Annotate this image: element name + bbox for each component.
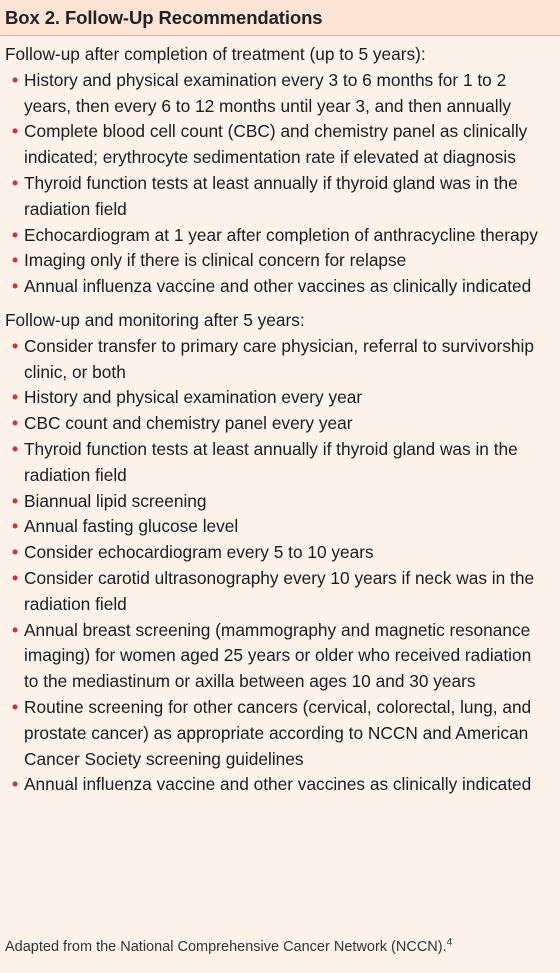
bullet-icon: • (12, 335, 19, 356)
footnote-reference: 4 (446, 937, 453, 948)
bullet-icon: • (12, 696, 19, 717)
bullet-icon: • (12, 121, 19, 142)
bullet-icon: • (12, 516, 19, 537)
bullet-icon: • (12, 567, 19, 588)
list-item: • History and physical examination every 3 to 6 months for 1 to 2 years, then every 6 to 12 months until year 3, and then annually (12, 69, 512, 116)
list-item: • Consider carotid ultrasonography every 10 years if neck was in the radiation field (12, 567, 535, 614)
list-item: • Thyroid function tests at least annually if thyroid gland was in the radiation field (12, 438, 518, 485)
bullet-icon: • (12, 387, 19, 408)
bullet-icon: • (12, 224, 19, 245)
list-item: • Echocardiogram at 1 year after completion of anthracycline therapy (5, 223, 550, 249)
recommendation-list (5, 68, 550, 300)
bullet-icon: • (12, 542, 19, 563)
bullet-icon: • (12, 69, 19, 90)
list-item: • Annual influenza vaccine and other vaccines as clinically indicated (5, 772, 550, 798)
bullet-icon: • (12, 619, 19, 640)
list-item: • Annual influenza vaccine and other vaccines as clinically indicated (5, 274, 550, 300)
bullet-icon: • (12, 413, 19, 434)
bullet-icon: • (12, 490, 19, 511)
box-content (0, 36, 560, 798)
section-after-5-years (5, 308, 550, 798)
list-item: • Thyroid function tests at least annually if thyroid gland was in the radiation field (12, 172, 518, 219)
section-after-treatment (5, 42, 550, 300)
list-item: • Complete blood cell count (CBC) and chemistry panel as clinically indicated; erythrocyte sedimentation rate if elevated at diagnosis (12, 121, 528, 168)
list-item: • Routine screening for other cancers (cervical, colorectal, lung, and prostate cancer) as appropriate according to NCCN and American Cancer Society screening guidelines (12, 696, 532, 769)
list-item: • CBC count and chemistry panel every year (5, 411, 550, 437)
box-title: Box 2. Follow-Up Recommendations (5, 6, 323, 28)
list-item: • Consider echocardiogram every 5 to 10 years (5, 540, 550, 566)
box-header (0, 0, 560, 36)
section-heading: Follow-up and monitoring after 5 years: (5, 309, 305, 330)
bullet-icon: • (12, 250, 19, 271)
section-heading: Follow-up after completion of treatment (up to 5 years): (5, 44, 426, 64)
list-item: • Annual fasting glucose level (5, 514, 550, 540)
bullet-icon: • (12, 774, 19, 795)
list-item: • Imaging only if there is clinical concern for relapse (5, 248, 550, 274)
bullet-icon: • (12, 438, 19, 459)
list-item: • History and physical examination every year (5, 385, 550, 411)
list-item: • Biannual lipid screening (5, 489, 550, 515)
recommendation-list (5, 334, 550, 798)
footnote-text: Adapted from the National Comprehensive Cancer Network (NCCN). (5, 939, 447, 955)
bullet-icon: • (12, 276, 19, 297)
bullet-icon: • (12, 172, 19, 193)
source-footnote (5, 939, 452, 955)
list-item: • Consider transfer to primary care physician, referral to survivorship clinic, or both (12, 335, 534, 382)
list-item: • Annual breast screening (mammography and magnetic resonance imaging) for women aged 25 years or older who received radiation to the mediastinum or axilla between ages 10 and 30 years (12, 619, 532, 692)
